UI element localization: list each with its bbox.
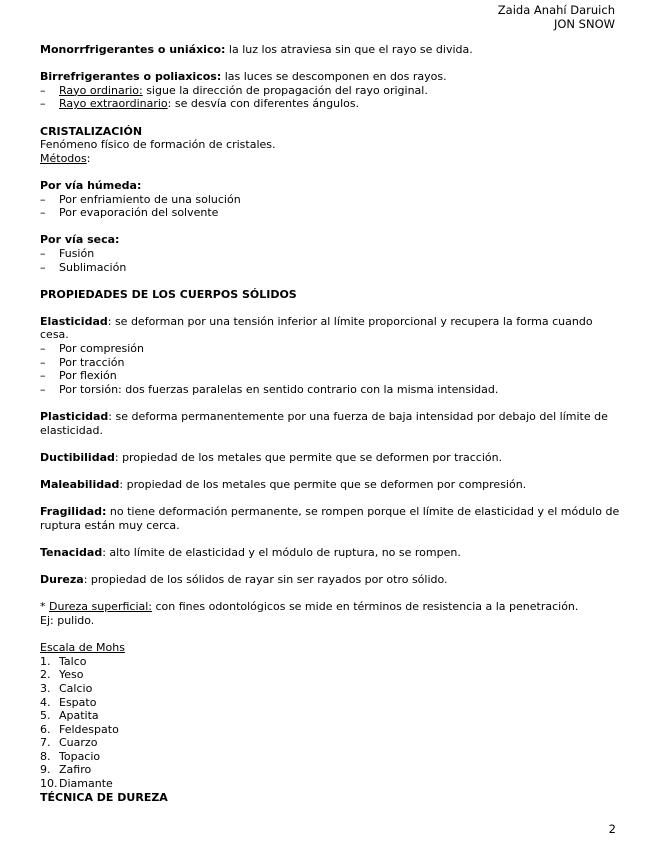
- mohs-mineral: Apatita: [59, 709, 99, 723]
- male-term: Maleabilidad: [40, 478, 120, 491]
- frag-text: no tiene deformación permanente, se rompen porque el límite de elasticidad y el módulo de ruptura están muy cerca.: [40, 505, 620, 532]
- dash-bullet: –: [40, 83, 46, 97]
- dash-bullet: –: [40, 369, 46, 383]
- mohs-number: 10.: [40, 777, 58, 791]
- plast-term: Plasticidad: [40, 410, 109, 424]
- item-underlined: Rayo ordinario:: [59, 83, 143, 97]
- mohs-number: 9.: [40, 763, 51, 777]
- mohs-number: 2.: [40, 668, 51, 682]
- list-item: [40, 369, 620, 383]
- frag-term: Fragilidad:: [40, 505, 107, 519]
- item-text: Por tracción: [59, 355, 125, 369]
- list-item: [40, 342, 620, 356]
- header-author: Zaida Anahí Daruich: [497, 3, 615, 17]
- mohs-number: 3.: [40, 681, 51, 695]
- seca-heading: [40, 233, 620, 247]
- mohs-number: 6.: [40, 722, 51, 736]
- mono-term: Monorrfrigerantes o uniáxico:: [40, 43, 226, 56]
- plast-text: : se deforma permanentemente por una fuerza de baja intensidad por debajo del límite de elasticidad.: [40, 410, 608, 437]
- mohs-heading: [40, 641, 620, 655]
- page-header: [498, 3, 615, 31]
- bir-term: Birrefrigerantes o poliaxicos:: [40, 70, 222, 84]
- item-text: Sublimación: [59, 260, 127, 274]
- list-item: [40, 261, 620, 275]
- metodos-label: [40, 152, 620, 166]
- mohs-item: [40, 655, 620, 669]
- mohs-mineral: Topacio: [59, 749, 101, 763]
- mono-paragraph: [40, 43, 620, 57]
- list-item: [40, 356, 620, 370]
- mohs-item: [40, 736, 620, 750]
- dure-term: Dureza: [40, 573, 84, 587]
- item-text: Por compresión: [59, 342, 145, 356]
- mohs-item: [40, 763, 620, 777]
- dash-bullet: –: [40, 97, 46, 111]
- dash-bullet: –: [40, 382, 46, 396]
- dash-bullet: –: [40, 246, 46, 260]
- dure-paragraph: [40, 573, 620, 587]
- item-text: : se desvía con diferentes ángulos.: [167, 97, 360, 111]
- mohs-number: 8.: [40, 749, 51, 763]
- elast-term: Elasticidad: [40, 314, 108, 328]
- mohs-mineral: Calcio: [59, 681, 93, 695]
- crist-title: CRISTALIZACIÓN: [40, 124, 143, 138]
- list-item: [40, 97, 620, 111]
- dure-text: : propiedad de los sólidos de rayar sin ser rayados por otro sólido.: [83, 573, 448, 587]
- list-item: [40, 84, 620, 98]
- crist-desc: Fenómeno físico de formación de cristales.: [40, 138, 276, 152]
- sup-term: Dureza superficial:: [49, 600, 153, 614]
- page-number: 2: [608, 822, 616, 836]
- list-item: [40, 193, 620, 207]
- item-underlined: Rayo extraordinario: [59, 97, 168, 111]
- list-item: [40, 383, 620, 397]
- sup-text: con fines odontológicos se mide en términos de resistencia a la penetración.: [152, 600, 579, 614]
- tecnica-heading: [40, 791, 620, 805]
- sup-star: *: [40, 600, 49, 614]
- tena-term: Tenacidad: [40, 545, 103, 559]
- bir-text: las luces se descomponen en dos rayos.: [221, 70, 447, 84]
- list-item: [40, 206, 620, 220]
- tecnica-title: TÉCNICA DE DUREZA: [40, 790, 168, 804]
- humeda-title: Por vía húmeda:: [40, 178, 142, 192]
- dash-bullet: –: [40, 355, 46, 369]
- item-text: Por evaporación del solvente: [59, 206, 219, 220]
- duct-term: Ductibilidad: [40, 450, 115, 464]
- humeda-heading: [40, 179, 620, 193]
- props-title: PROPIEDADES DE LOS CUERPOS SÓLIDOS: [40, 287, 297, 301]
- mohs-item: [40, 723, 620, 737]
- mohs-item: [40, 709, 620, 723]
- dash-bullet: –: [40, 260, 46, 274]
- mohs-number: 7.: [40, 736, 51, 750]
- mohs-mineral: Feldespato: [59, 722, 119, 736]
- sup-example: Ej: pulido.: [40, 613, 95, 627]
- mono-text: la luz los atraviesa sin que el rayo se divida.: [225, 43, 473, 56]
- crist-heading: [40, 125, 620, 139]
- document-body: [40, 43, 620, 804]
- duct-paragraph: [40, 451, 620, 465]
- tena-text: : alto límite de elasticidad y el módulo de ruptura, no se rompen.: [102, 545, 461, 559]
- item-text: Por flexión: [59, 369, 117, 383]
- mohs-mineral: Diamante: [59, 777, 113, 791]
- tena-paragraph: [40, 546, 620, 560]
- mohs-mineral: Zafiro: [59, 763, 92, 777]
- duct-text: : propiedad de los metales que permite que se deformen por tracción.: [114, 450, 503, 464]
- mohs-mineral: Cuarzo: [59, 736, 98, 750]
- mohs-item: [40, 696, 620, 710]
- mohs-item: [40, 668, 620, 682]
- item-text: Fusión: [59, 246, 95, 260]
- seca-title: Por vía seca:: [40, 233, 120, 247]
- sup-paragraph: [40, 600, 620, 614]
- plast-paragraph: [40, 410, 620, 437]
- metodos-colon: :: [86, 151, 91, 165]
- header-subtitle: JON SNOW: [553, 17, 615, 31]
- elast-paragraph: [40, 315, 620, 342]
- mohs-mineral: Talco: [59, 654, 87, 668]
- mohs-title: Escala de Mohs: [40, 641, 125, 655]
- mohs-number: 4.: [40, 695, 51, 709]
- male-text: : propiedad de los metales que permite que se deformen por compresión.: [119, 478, 527, 491]
- bir-paragraph: [40, 70, 620, 84]
- mohs-item: [40, 777, 620, 791]
- frag-paragraph: [40, 505, 620, 532]
- item-text: Por enfriamiento de una solución: [59, 192, 241, 206]
- elast-text: : se deforman por una tensión inferior al límite proporcional y recupera la forma cuando cesa.: [40, 314, 593, 342]
- mohs-item: [40, 750, 620, 764]
- mohs-mineral: Espato: [59, 695, 97, 709]
- dash-bullet: –: [40, 192, 46, 206]
- list-item: [40, 247, 620, 261]
- item-text: Por torsión: dos fuerzas paralelas en sentido contrario con la misma intensidad.: [59, 382, 499, 396]
- metodos-text: Métodos: [40, 151, 87, 165]
- mohs-number: 5.: [40, 709, 51, 723]
- item-text: sigue la dirección de propagación del rayo original.: [142, 83, 428, 97]
- mohs-item: [40, 682, 620, 696]
- props-heading: [40, 288, 620, 302]
- dash-bullet: –: [40, 206, 46, 220]
- mohs-number: 1.: [40, 654, 51, 668]
- mohs-mineral: Yeso: [59, 668, 84, 682]
- dash-bullet: –: [40, 342, 46, 356]
- male-paragraph: [40, 478, 620, 492]
